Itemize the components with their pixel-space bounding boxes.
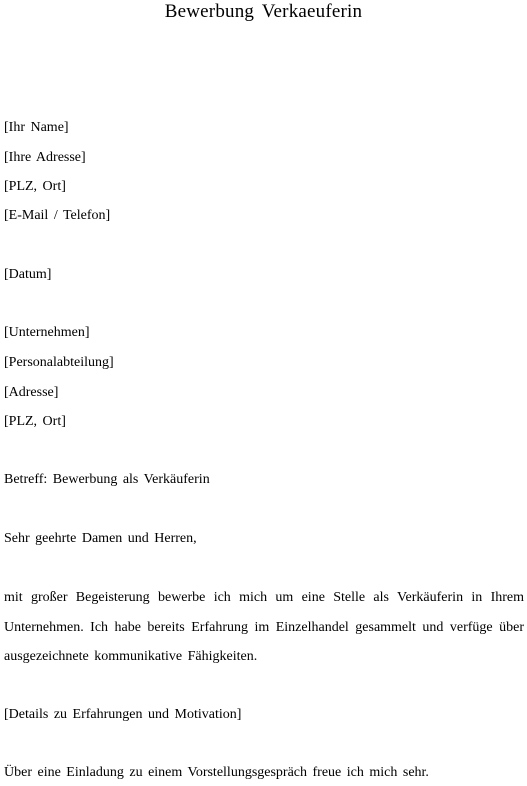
closing-line: Über eine Einladung zu einem Vorstellungsgespräch freue ich mich sehr. (4, 765, 429, 780)
details-placeholder: [Details zu Erfahrungen und Motivation] (4, 707, 242, 722)
document-title: Bewerbung Verkaeuferin (164, 1, 363, 22)
recipient-department: [Personalabteilung] (4, 355, 114, 370)
recipient-city: [PLZ, Ort] (4, 414, 66, 429)
sender-name: [Ihr Name] (4, 120, 69, 135)
body-line: ausgezeichnete kommunikative Fähigkeiten. (4, 649, 258, 664)
recipient-address: [Adresse] (4, 385, 59, 400)
body-line: mit großer Begeisterung bewerbe ich mich um eine Stelle als Verkäuferin in Ihrem (4, 590, 524, 605)
subject-line: Betreff: Bewerbung als Verkäuferin (4, 472, 210, 487)
sender-contact: [E-Mail / Telefon] (4, 208, 111, 223)
body-line: Unternehmen. Ich habe bereits Erfahrung im Einzelhandel gesammelt und verfüge über (4, 620, 524, 635)
recipient-company: [Unternehmen] (4, 325, 90, 340)
salutation: Sehr geehrte Damen und Herren, (4, 531, 197, 546)
letter-date: [Datum] (4, 267, 52, 282)
sender-address: [Ihre Adresse] (4, 150, 86, 165)
sender-city: [PLZ, Ort] (4, 179, 66, 194)
